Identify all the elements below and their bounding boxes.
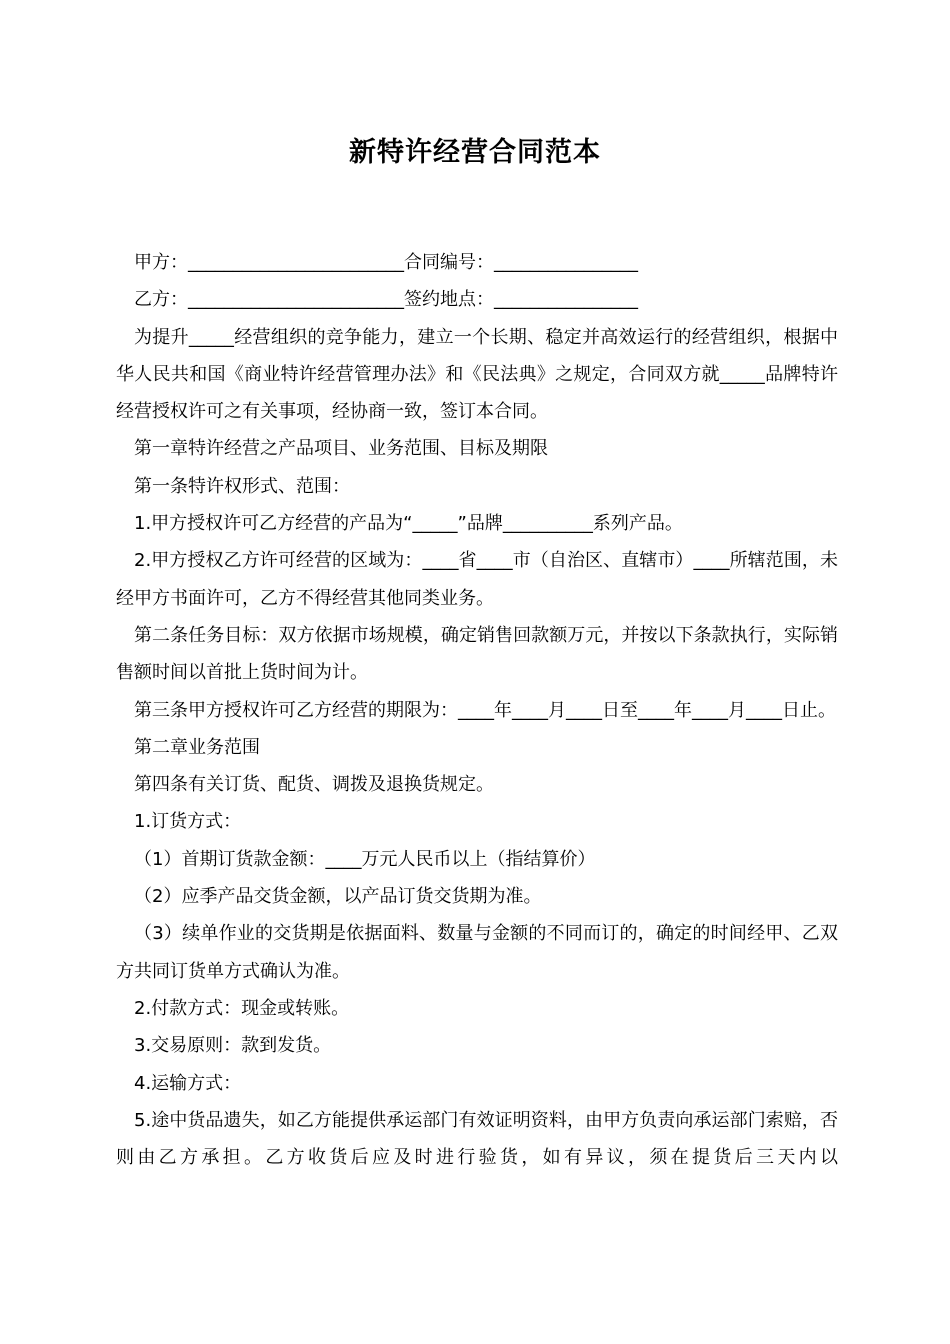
- document-title: 新特许经营合同范本: [349, 137, 601, 168]
- article-1-heading: 第一条特许权形式、范围：: [134, 475, 350, 497]
- trade-principle-item: 3.交易原则：款到发货。: [134, 1035, 332, 1057]
- ordering-method-item: 1.订货方式：: [134, 811, 242, 833]
- ordering-subitem-3: （3）续单作业的交货期是依据面料、数量与金额的不同而订的，确定的时间经甲、乙双方共同订货单方式确认为准。: [116, 923, 838, 982]
- article-1-item-2: 2.甲方授权乙方许可经营的区域为：____省____市（自治区、直辖市）____所辖范围，未经甲方书面许可，乙方不得经营其他同类业务。: [116, 550, 838, 609]
- article-4-heading: 第四条有关订货、配货、调拨及退换货规定。: [134, 774, 494, 796]
- chapter-2-heading: 第二章业务范围: [134, 736, 260, 758]
- document-body: [116, 244, 838, 1176]
- article-2-paragraph: 第二条任务目标：双方依据市场规模，确定销售回款额万元，并按以下条款执行，实际销售额时间以首批上货时间为计。: [116, 624, 838, 684]
- party-b-line: 乙方：________________________签约地点：________________: [134, 289, 638, 311]
- chapter-1-heading: 第一章特许经营之产品项目、业务范围、目标及期限: [134, 438, 548, 460]
- payment-method-item: 2.付款方式：现金或转账。: [134, 997, 350, 1019]
- transit-loss-item: 5.途中货品遗失，如乙方能提供承运部门有效证明资料，由甲方负责向承运部门索赔，否则由乙方承担。乙方收货后应及时进行验货，如有异议，须在提货后三天内以: [116, 1109, 838, 1169]
- transport-method-item: 4.运输方式：: [134, 1072, 242, 1094]
- ordering-subitem-2: （2）应季产品交货金额，以产品订货交货期为准。: [134, 886, 542, 908]
- preamble-paragraph: 为提升_____经营组织的竞争能力，建立一个长期、稳定并高效运行的经营组织，根据中华人民共和国《商业特许经营管理办法》和《民法典》之规定，合同双方就_____品牌特许经营授权许可之有关事项，经协商一致，签订本合同。: [116, 326, 838, 423]
- article-3-paragraph: 第三条甲方授权许可乙方经营的期限为：____年____月____日至____年____月____日止。: [134, 699, 836, 721]
- article-1-item-1: 1.甲方授权许可乙方经营的产品为“_____”品牌__________系列产品。: [134, 513, 683, 535]
- ordering-subitem-1: （1）首期订货款金额：____万元人民币以上（指结算价）: [134, 848, 596, 870]
- party-a-line: 甲方：________________________合同编号：________________: [134, 252, 638, 273]
